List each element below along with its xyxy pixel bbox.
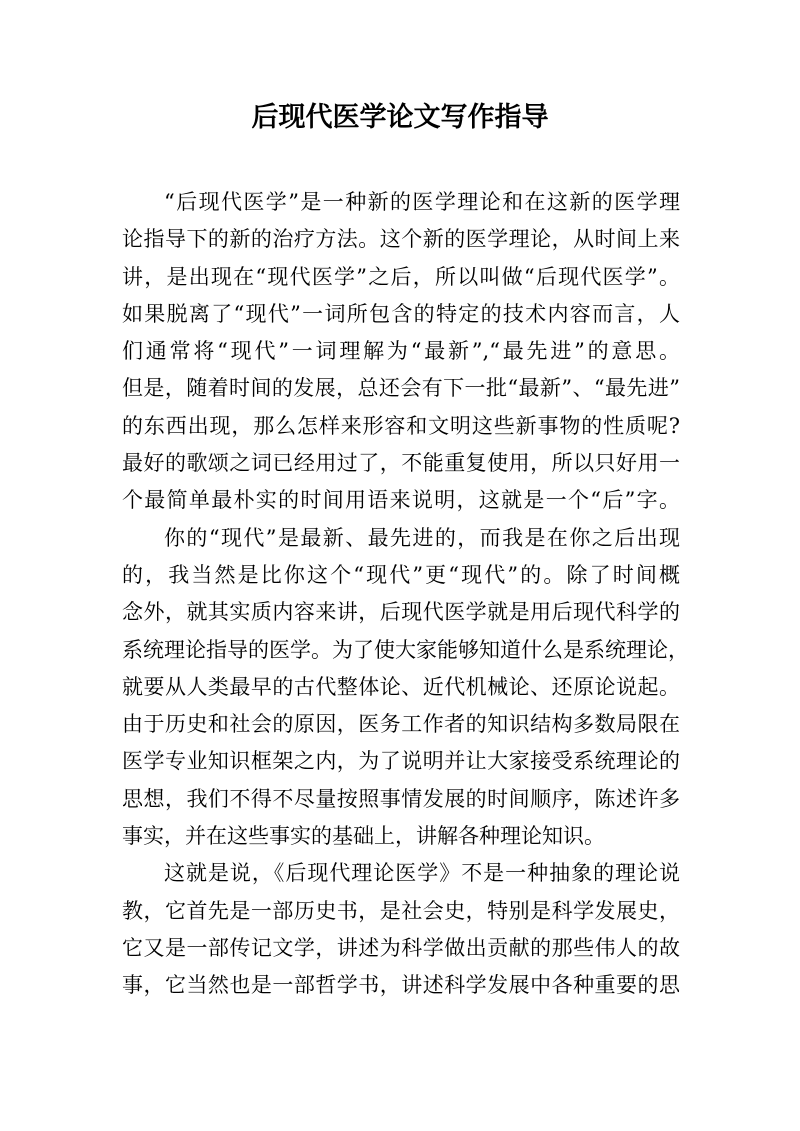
text-line: 们通常将“现代”一词理解为“最新”,“最先进”的意思。	[122, 339, 680, 364]
text-line: 如果脱离了“现代”一词所包含的特定的技术内容而言，人	[122, 301, 680, 326]
paragraph-3	[122, 855, 680, 1004]
text-line: 教，它首先是一部历史书，是社会史，特别是科学发展史，	[122, 898, 680, 923]
text-line: 系统理论指导的医学。为了使大家能够知道什么是系统理论，	[122, 637, 689, 662]
document-title: 后现代医学论文写作指导	[251, 102, 549, 133]
text-line: 讲，是出现在“现代医学”之后，所以叫做“后现代医学”。	[122, 264, 680, 289]
paragraph-1	[122, 184, 680, 520]
text-line: 念外，就其实质内容来讲，后现代医学就是用后现代科学的	[122, 600, 680, 625]
text-line: 这就是说，《后现代理论医学》不是一种抽象的理论说	[164, 861, 680, 886]
paragraph-2	[122, 520, 689, 856]
text-line: 的东西出现，那么怎样来形容和文明这些新事物的性质呢?	[122, 413, 680, 438]
text-line: 但是，随着时间的发展，总还会有下一批“最新”、“最先进”	[122, 376, 680, 401]
text-line: 事，它当然也是一部哲学书，讲述科学发展中各种重要的思	[122, 973, 680, 998]
text-line: 它又是一部传记文学，讲述为科学做出贡献的那些伟人的故	[122, 935, 680, 960]
text-line: 你的“现代”是最新、最先进的，而我是在你之后出现	[164, 525, 680, 550]
text-line: 个最简单最朴实的时间用语来说明，这就是一个“后”字。	[122, 488, 680, 513]
text-line: 的，我当然是比你这个“现代”更“现代”的。除了时间概	[122, 562, 680, 587]
document-body	[122, 184, 689, 1005]
text-line: 由于历史和社会的原因，医务工作者的知识结构多数局限在	[122, 712, 680, 737]
text-line: 论指导下的新的治疗方法。这个新的医学理论，从时间上来	[122, 227, 680, 252]
text-line: 最好的歌颂之词已经用过了，不能重复使用，所以只好用一	[122, 451, 680, 476]
text-line: 就要从人类最早的古代整体论、近代机械论、还原论说起。	[122, 674, 680, 699]
text-line: 思想，我们不得不尽量按照事情发展的时间顺序，陈述许多	[122, 786, 680, 811]
text-line: 医学专业知识框架之内，为了说明并让大家接受系统理论的	[122, 749, 680, 774]
text-line: “后现代医学”是一种新的医学理论和在这新的医学理	[164, 190, 680, 214]
text-line: 事实，并在这些事实的基础上，讲解各种理论知识。	[122, 824, 605, 849]
